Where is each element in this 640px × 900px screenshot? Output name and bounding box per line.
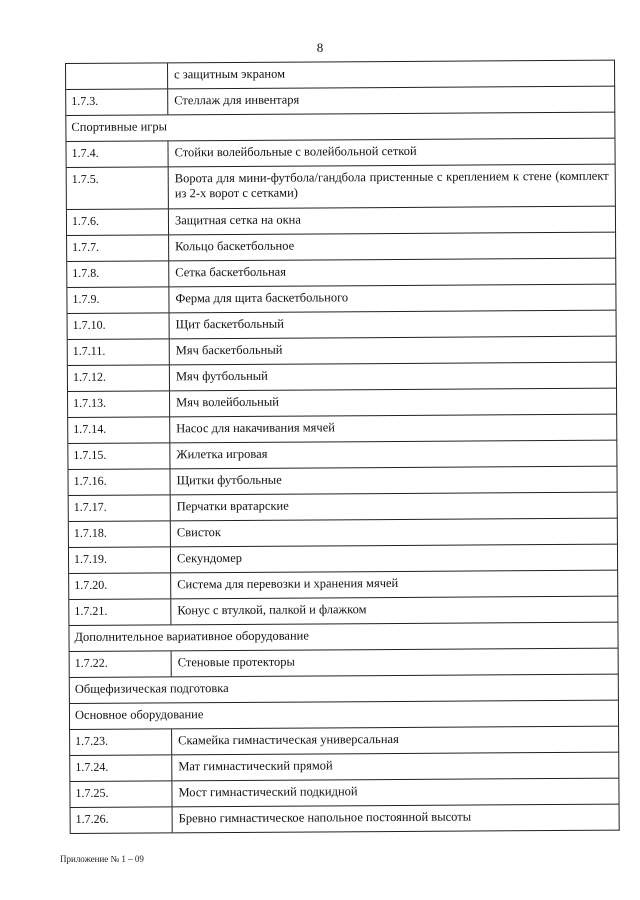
item-name: Конус с втулкой, палкой и флажком [177,602,367,618]
item-number: 1.7.25. [70,781,172,807]
table-row [68,467,617,496]
item-name: Секундомер [176,550,243,566]
table-row [68,337,617,366]
section-title: Дополнительное вариативное оборудование [74,628,309,644]
table-row [69,571,618,600]
table-row [70,727,619,756]
item-number: 1.7.12. [68,365,170,391]
page-number: 8 [316,40,324,55]
item-number: 1.7.23. [70,729,172,755]
table-row [71,805,620,834]
item-name: Насос для накачивания мячей [176,420,335,436]
section-header-row [70,701,619,730]
table-row [68,389,617,418]
table-row [70,649,619,678]
item-name: Защитная сетка на окна [174,212,301,228]
item-name: Мяч волейбольный [176,394,279,410]
table-row [69,597,618,626]
table-row [68,311,617,340]
item-name: Стойки волейбольные с волейбольной сеткой [174,143,417,160]
table-row [70,779,619,808]
item-name: Перчатки вратарские [176,498,289,514]
table-row [67,165,616,210]
item-name: Мяч футбольный [175,368,268,384]
item-name: Система для перевозки и хранения мячей [177,575,399,592]
item-name: Ворота для мини-футбола/гандбола пристенные с креплением к стене (комплект из 2-х ворот с сетками) [174,168,609,201]
item-name: Щит баскетбольный [175,316,284,332]
item-number: 1.7.24. [70,755,172,781]
item-name: Стеновые протекторы [177,654,295,670]
item-number: 1.7.6. [67,209,169,235]
table-row [67,233,616,262]
section-header-row [70,675,619,704]
item-number: 1.7.5. [67,167,169,209]
item-number: 1.7.17. [69,495,171,521]
item-name: Сетка баскетбольная [175,264,286,280]
table-row [67,285,616,314]
equipment-table [65,60,620,834]
item-number: 1.7.3. [66,89,168,115]
item-name: Жилетка игровая [176,446,268,462]
item-name: Мяч баскетбольный [175,342,283,358]
table-row [70,753,619,782]
section-title: Спортивные игры [71,119,168,134]
item-name: Стеллаж для инвентаря [174,92,300,108]
item-number: 1.7.19. [69,547,171,573]
item-number: 1.7.14. [68,417,170,443]
item-name: Мат гимнастический прямой [178,758,333,774]
item-number: 1.7.21. [69,599,171,625]
item-number: 1.7.10. [68,313,170,339]
section-title: Основное оборудование [74,707,204,722]
item-name: Свисток [176,525,222,540]
table-row [69,545,618,574]
item-number: 1.7.11. [68,339,170,365]
table-row [67,259,616,288]
section-header-row [66,113,615,142]
item-number: 1.7.20. [69,573,171,599]
item-name: с защитным экраном [174,66,286,82]
table-row [69,493,618,522]
item-name: Кольцо баскетбольное [175,238,295,254]
table-row [67,207,616,236]
table-row [66,87,615,116]
item-number [66,63,168,89]
item-number: 1.7.16. [68,469,170,495]
item-name: Мост гимнастический подкидной [178,784,358,800]
section-title: Общефизическая подготовка [74,681,229,696]
item-name: Скамейка гимнастическая универсальная [178,731,399,748]
item-number: 1.7.15. [68,443,170,469]
item-name: Бревно гимнастическое напольное постоянной высоты [178,809,472,826]
table-row [68,363,617,392]
item-number: 1.7.18. [69,521,171,547]
table-row [68,441,617,470]
item-number: 1.7.9. [67,287,169,313]
table-row [68,415,617,444]
item-name: Ферма для щита баскетбольного [175,290,349,306]
item-number: 1.7.4. [66,141,168,167]
table-row [69,519,618,548]
footer-note: Приложение № 1 – 09 [60,854,144,864]
table-row [66,139,615,168]
item-name: Щитки футбольные [176,472,282,488]
item-number: 1.7.26. [71,807,173,833]
item-number: 1.7.22. [70,651,172,677]
item-number: 1.7.7. [67,235,169,261]
item-number: 1.7.8. [67,261,169,287]
table-row [66,61,615,90]
item-number: 1.7.13. [68,391,170,417]
section-header-row [69,623,618,652]
